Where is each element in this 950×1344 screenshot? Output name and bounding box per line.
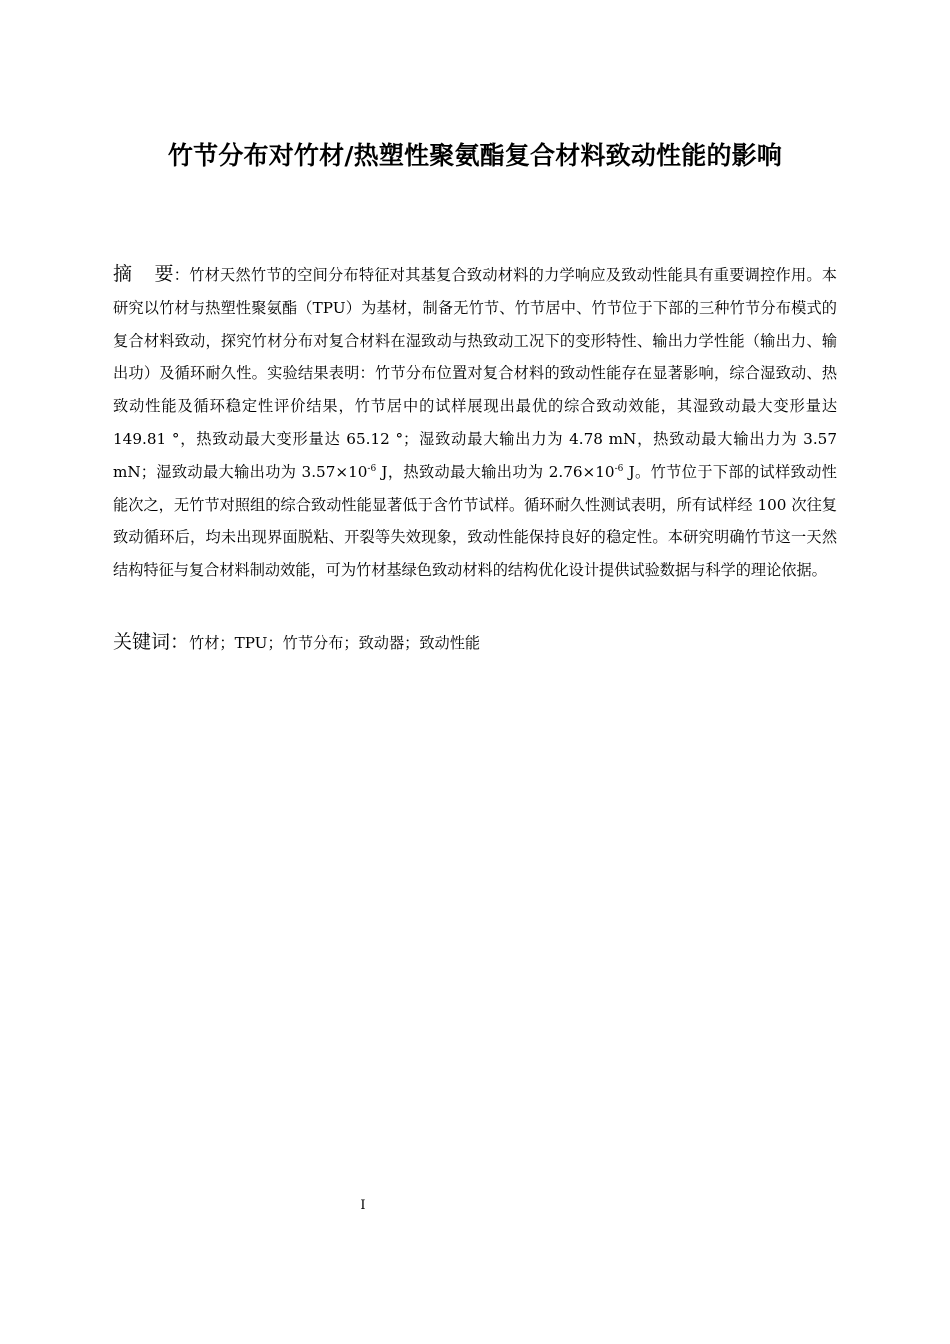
keywords-text: 竹材；TPU；竹节分布；致动器；致动性能 <box>189 634 481 652</box>
abstract-text-part-1: 竹材天然竹节的空间分布特征对其基复合致动材料的力学响应及致动性能具有重要调控作用。本研究以竹材与热塑性聚氨酯（TPU）为基材，制备无竹节、竹节居中、竹节位于下部的三种竹节分布模式的复合材料致动，探究竹材分布对复合材料在湿致动与热致动工况下的变形特性、输出力学性能（输出力、输出功）及循环耐久性。实验结果表明：竹节分布位置对复合材料的致动性能存在显著影响，综合湿致动、热致动性能及循环稳定性评价结果，竹节居中的试样展现出最优的综合致动效能，其湿致动最大变形量达 149.81 °，热致动最大变形量达 65.12 °；湿致动最大输出力为 4.78 mN，热致动最大输出力为 3.57 mN；湿致动最大输出功为 3.57×10 <box>113 266 837 481</box>
abstract-paragraph <box>113 258 837 587</box>
abstract-label <box>113 263 174 285</box>
abstract-label-second: 要 <box>154 263 174 285</box>
paper-title: 竹节分布对竹材/热塑性聚氨酯复合材料致动性能的影响 <box>167 141 783 170</box>
page-number: I <box>360 1198 366 1213</box>
keywords-section <box>113 626 837 659</box>
abstract-exponent-1: -6 <box>367 463 377 474</box>
abstract-section <box>113 258 837 587</box>
abstract-label-colon: ： <box>173 266 190 284</box>
abstract-exponent-2: -6 <box>614 463 624 474</box>
abstract-label-first: 摘 <box>113 263 133 285</box>
abstract-text-part-2: J，热致动最大输出功为 2.76×10 <box>376 462 615 481</box>
abstract-text-part-3: J。竹节位于下部的试样致动性能次之，无竹节对照组的综合致动性能显著低于含竹节试样。循环耐久性测试表明，所有试样经 100 次往复致动循环后，均未出现界面脱粘、开裂等失效现象，致动性能保持良好的稳定性。本研究明确竹节这一天然结构特征与复合材料制动效能，可为竹材基绿色致动材料的结构优化设计提供试验数据与科学的理论依据。 <box>113 462 837 580</box>
keywords-label: 关键词： <box>113 631 190 653</box>
